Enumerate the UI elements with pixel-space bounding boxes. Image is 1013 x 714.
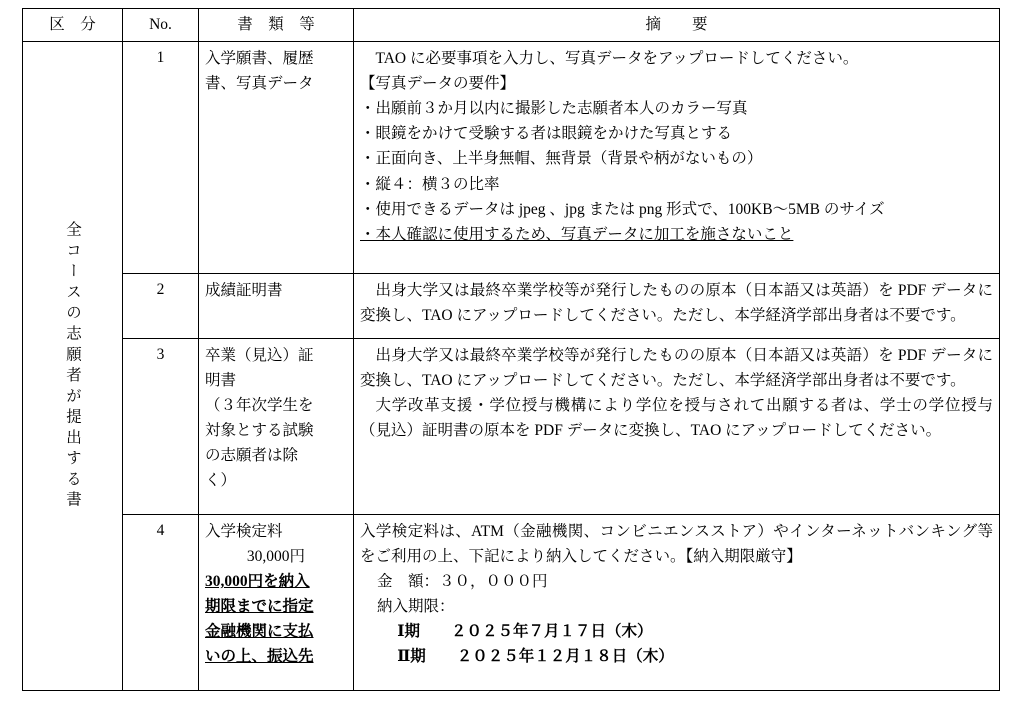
table-row <box>23 338 1000 514</box>
description-line: 大学改革支援・学位授与機構により学位を授与されて出願する者は、学士の学位授与（見込）証明書の原本を PDF データに変換し、TAO にアップロードしてください。 <box>360 397 993 440</box>
document-name-line: 明書 <box>205 371 237 389</box>
fee-deadline-label: 納入期限： <box>377 598 455 616</box>
description-line: 出身大学又は最終卒業学校等が発行したものの原本（日本語又は英語）を PDF データに変換し、TAO にアップロードしてください。ただし、本学経済学部出身者は不要です。 <box>360 281 993 324</box>
description-line: 【写真データの要件】 <box>360 75 516 93</box>
document-name-line: （３年次学生を <box>205 397 314 415</box>
document-name-line: 入学検定料 <box>205 522 283 540</box>
document-name-line: 対象とする試験 <box>205 422 314 440</box>
row-number: 2 <box>123 273 199 338</box>
table-row <box>23 42 1000 273</box>
document-note-line: いの上、振込先 <box>205 648 314 666</box>
description-cell <box>354 514 1000 690</box>
table-row <box>23 273 1000 338</box>
description-line: 入学検定料は、ATM（金融機関、コンビニエンスストア）やインターネットバンキング等をご利用の上、下記により納入してください。【納入期限厳守】 <box>360 522 993 566</box>
row-number: 1 <box>123 42 199 273</box>
fee-amount-line: 金 額：３０，０００円 <box>377 573 548 591</box>
description-line: ・本人確認に使用するため、写真データに加工を施さないこと <box>360 225 794 243</box>
document-name-line: 書、写真データ <box>205 75 314 93</box>
document-name-cell <box>199 42 354 273</box>
document-name-line: の志願者は除 <box>205 447 299 465</box>
description-line: ・正面向き、上半身無帽、無背景（背景や柄がないもの） <box>360 150 763 168</box>
requirements-table <box>22 8 1000 691</box>
description-cell <box>354 273 1000 338</box>
document-note-line: 30,000円を納入 <box>205 573 310 591</box>
header-shorui: 書 類 等 <box>199 9 354 42</box>
table-header-row <box>23 9 1000 42</box>
header-no: No. <box>123 9 199 42</box>
table-row <box>23 514 1000 690</box>
fee-deadline-line: Ⅰ期 ２０２５年７月１７日（木） <box>397 623 653 641</box>
row-number: 4 <box>123 514 199 690</box>
description-line: ・眼鏡をかけて受験する者は眼鏡をかけた写真とする <box>360 125 733 143</box>
document-note-line: 期限までに指定 <box>205 598 314 616</box>
description-line: TAO に必要事項を入力し、写真データをアップロードしてください。 <box>375 50 859 68</box>
document-name-cell <box>199 514 354 690</box>
document-name-cell <box>199 338 354 514</box>
description-line: ・出願前３か月以内に撮影した志願者本人のカラー写真 <box>360 100 748 118</box>
document-name-cell <box>199 273 354 338</box>
header-tekiyo: 摘 要 <box>354 9 1000 42</box>
kubun-vertical-label: 全コースの志願者が提出する書 <box>64 220 82 512</box>
description-cell <box>354 42 1000 273</box>
document-note-line: 金融機関に支払 <box>205 623 314 641</box>
document-name-line: く） <box>205 472 237 490</box>
document-name-line: 入学願書、履歴 <box>205 50 314 68</box>
fee-deadline-line: Ⅱ期 ２０２５年１２月１８日（木） <box>397 648 674 666</box>
description-line: 出身大学又は最終卒業学校等が発行したものの原本（日本語又は英語）を PDF データに変換し、TAO にアップロードしてください。ただし、本学経済学部出身者は不要です。 <box>360 346 993 389</box>
description-line: ・縦４：横３の比率 <box>360 175 500 193</box>
row-number: 3 <box>123 338 199 514</box>
header-kubun: 区 分 <box>23 9 123 42</box>
document-name-line: 成績証明書 <box>205 281 283 299</box>
kubun-cell <box>23 42 123 691</box>
description-cell <box>354 338 1000 514</box>
document-fee-amount: 30,000円 <box>246 548 306 566</box>
description-line: ・使用できるデータは jpeg 、jpg または png 形式で、100KB～5MB のサイズ <box>360 200 885 218</box>
document-name-line: 卒業（見込）証 <box>205 346 314 364</box>
